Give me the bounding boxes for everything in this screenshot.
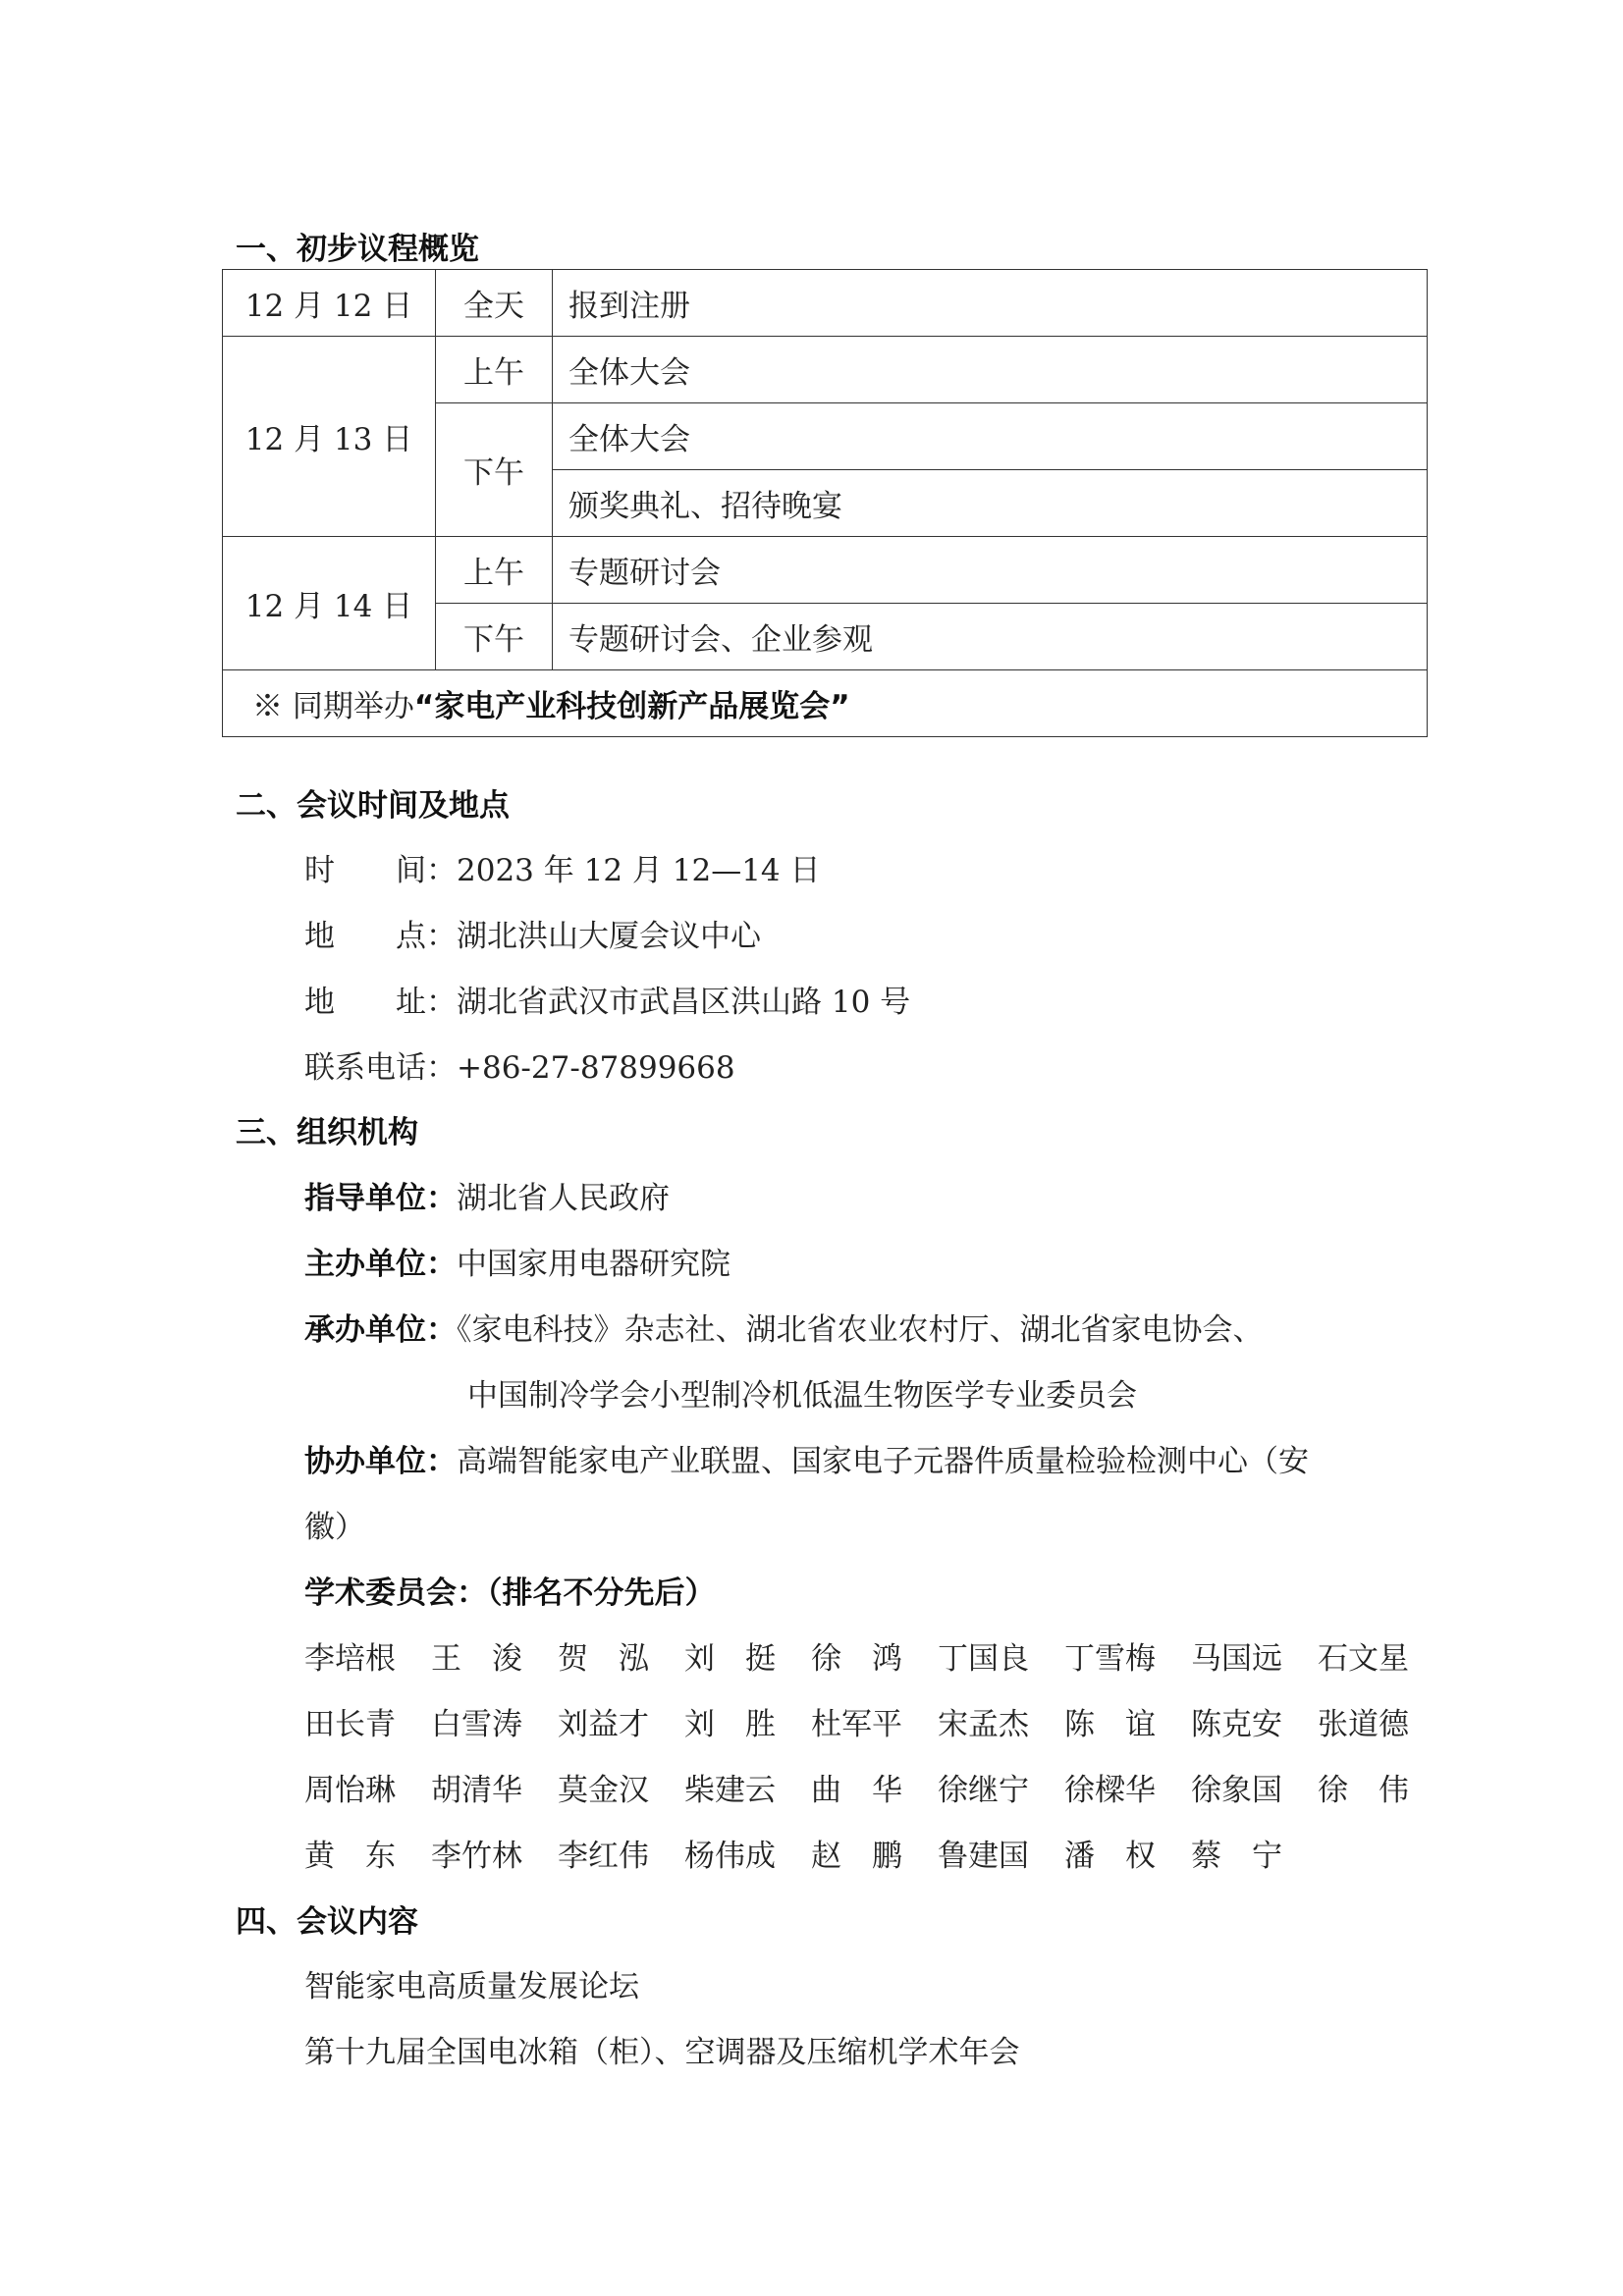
- committee-member: 刘 胜: [684, 1707, 776, 1742]
- agenda-item: 全体大会: [553, 403, 1428, 470]
- committee-member: 赵 鹏: [811, 1839, 902, 1874]
- committee-member: 马国远: [1191, 1641, 1282, 1677]
- co-organizer-value-1: 高端智能家电产业联盟、国家电子元器件质量检验检测中心（安: [457, 1444, 1309, 1479]
- committee-member: 王 浚: [431, 1641, 522, 1677]
- agenda-date: 12 月 13 日: [223, 337, 436, 537]
- co-organizer-label: 协办单位：: [304, 1444, 457, 1479]
- committee-member: 刘 挺: [684, 1641, 776, 1677]
- host-unit: [304, 1239, 730, 1283]
- agenda-item: 专题研讨会、企业参观: [553, 604, 1428, 670]
- meeting-address: 地 址：湖北省武汉市武昌区洪山路 10 号: [304, 985, 911, 1020]
- committee-member: 潘 权: [1064, 1839, 1156, 1874]
- content-forum: 智能家电高质量发展论坛: [304, 1969, 639, 2004]
- committee-member: 李培根: [304, 1641, 396, 1677]
- meeting-time: 时 间：2023 年 12 月 12—14 日: [304, 853, 821, 888]
- organizer-value-2: 中国制冷学会小型制冷机低温生物医学专业委员会: [467, 1378, 1137, 1414]
- committee-member: 蔡 宁: [1191, 1839, 1282, 1874]
- committee-member: 周怡琳: [304, 1773, 396, 1808]
- committee-member: 徐樑华: [1064, 1773, 1156, 1808]
- agenda-slot: 全天: [436, 270, 553, 337]
- committee-member: 宋孟杰: [938, 1707, 1029, 1742]
- section-4-heading: 四、会议内容: [236, 1904, 418, 1940]
- organizer-unit: [304, 1305, 1264, 1349]
- committee-member: 白雪涛: [431, 1707, 522, 1742]
- agenda-table: [222, 269, 1428, 737]
- committee-member: 徐 伟: [1318, 1773, 1409, 1808]
- agenda-slot: 上午: [436, 337, 553, 403]
- committee-member: 杨伟成: [684, 1839, 776, 1874]
- committee-member: 李红伟: [558, 1839, 649, 1874]
- committee-member: 陈 谊: [1064, 1707, 1156, 1742]
- guide-label: 指导单位：: [304, 1181, 457, 1216]
- host-label: 主办单位：: [304, 1247, 457, 1282]
- committee-member: 张道德: [1318, 1707, 1409, 1742]
- committee-member: 徐继宁: [938, 1773, 1029, 1808]
- section-2-heading: 二、会议时间及地点: [236, 788, 510, 824]
- guide-value: 湖北省人民政府: [457, 1181, 670, 1216]
- committee-member: 鲁建国: [938, 1839, 1029, 1874]
- section-3-heading: 三、组织机构: [236, 1115, 418, 1150]
- committee-member: 徐 鸿: [811, 1641, 902, 1677]
- committee-member: 李竹林: [431, 1839, 522, 1874]
- host-value: 中国家用电器研究院: [457, 1247, 730, 1282]
- agenda-date: 12 月 14 日: [223, 537, 436, 670]
- agenda-note-exhibition: “家电产业科技创新产品展览会”: [413, 689, 850, 724]
- committee-member: 杜军平: [811, 1707, 902, 1742]
- committee-member: 丁国良: [938, 1641, 1029, 1677]
- committee-member: 刘益才: [558, 1707, 649, 1742]
- committee-member: 贺 泓: [558, 1641, 649, 1677]
- agenda-item: 专题研讨会: [553, 537, 1428, 604]
- agenda-item: 全体大会: [553, 337, 1428, 403]
- agenda-item: 报到注册: [553, 270, 1428, 337]
- committee-member: 田长青: [304, 1707, 396, 1742]
- committee-member: 胡清华: [431, 1773, 522, 1808]
- organizer-value-1: 《家电科技》杂志社、湖北省农业农村厅、湖北省家电协会、: [457, 1312, 1264, 1348]
- co-organizer-value-2: 徽）: [304, 1510, 365, 1545]
- committee-member: 徐象国: [1191, 1773, 1282, 1808]
- committee-member: 陈克安: [1191, 1707, 1282, 1742]
- agenda-slot: 下午: [436, 604, 553, 670]
- agenda-slot: 下午: [436, 403, 553, 537]
- guide-unit: [304, 1173, 670, 1217]
- content-annual-meeting: 第十九届全国电冰箱（柜）、空调器及压缩机学术年会: [304, 2035, 1020, 2070]
- agenda-slot: 上午: [436, 537, 553, 604]
- agenda-note-prefix: ※ 同期举办: [252, 689, 414, 724]
- agenda-date: 12 月 12 日: [223, 270, 436, 337]
- committee-member: 柴建云: [684, 1773, 776, 1808]
- meeting-venue: 地 点：湖北洪山大厦会议中心: [304, 919, 761, 954]
- committee-label: 学术委员会：（排名不分先后）: [304, 1575, 716, 1611]
- organizer-label: 承办单位：: [304, 1312, 457, 1348]
- committee-member: 曲 华: [811, 1773, 902, 1808]
- committee-member: 莫金汉: [558, 1773, 649, 1808]
- agenda-item: 颁奖典礼、招待晚宴: [553, 470, 1428, 537]
- agenda-note: [223, 670, 1428, 737]
- co-organizer-unit: [304, 1436, 1309, 1480]
- committee-member: 石文星: [1318, 1641, 1409, 1677]
- meeting-phone: 联系电话：+86-27-87899668: [304, 1050, 735, 1086]
- committee-member: 丁雪梅: [1064, 1641, 1156, 1677]
- committee-member: 黄 东: [304, 1839, 396, 1874]
- section-1-heading: 一、初步议程概览: [236, 232, 479, 267]
